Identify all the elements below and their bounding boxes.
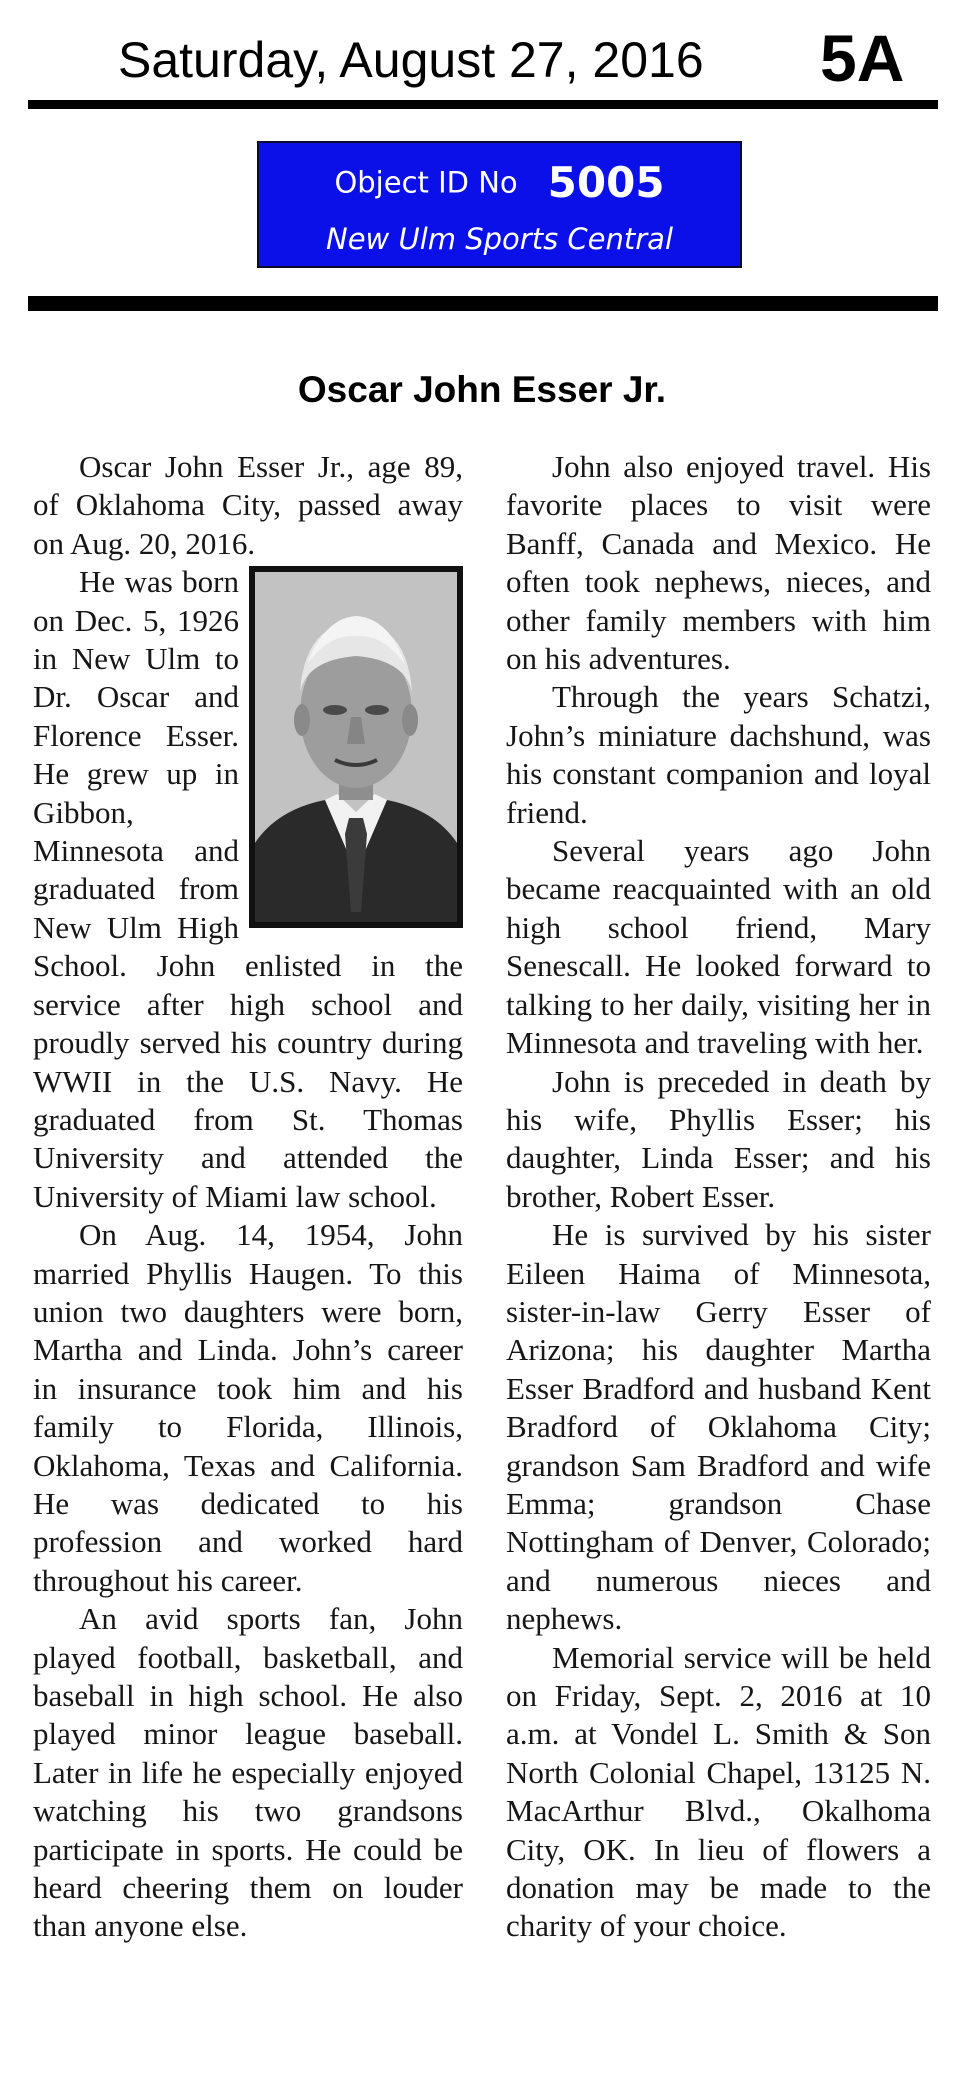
paragraph: Several years ago John became reacquainted with an old high school friend, Mary Senescall. He looked forward to talking to her daily, visiting her in Minnesota and traveling with her. (506, 833, 931, 1061)
object-id-label: Object ID No (334, 165, 518, 200)
paragraph: An avid sports fan, John played football, basketball, and baseball in high school. He also played minor league baseball. Later in life he especially enjoyed watching his two grandsons participate in sports. He could be heard cheering them on louder than anyone else. (33, 1601, 463, 1944)
article-column-right (506, 448, 931, 1946)
object-id-line (259, 159, 740, 206)
portrait-photo-icon (249, 566, 463, 928)
paragraph: Through the years Schatzi, John’s miniature dachshund, was his constant companion and loyal friend. (506, 679, 931, 830)
paragraph: On Aug. 14, 1954, John married Phyllis Haugen. To this union two daughters were born, Martha and Linda. John’s career in insurance took him and his family to Florida, Illinois, Oklahoma, Texas and California. He was dedicated to his profession and worked hard throughout his career. (33, 1217, 463, 1598)
paragraph: He was born on Dec. 5, 1926 in New Ulm to Dr. Oscar and Florence Esser. He grew up in Gibbon, Minnesota and graduated from New Ulm High School. John enlisted in the service after high school and proudly served his country during WWII in the U.S. Navy. He graduated from St. Thomas University and attended the University of Miami law school. (33, 564, 463, 1214)
article-column-left (33, 448, 463, 1946)
paragraph: He is survived by his sister Eileen Haima of Minnesota, sister-in-law Gerry Esser of Arizona; his daughter Martha Esser Bradford and husband Kent Bradford of Oklahoma City; grandson Sam Bradford and wife Emma; grandson Chase Nottingham of Denver, Colorado; and numerous nieces and nephews. (506, 1217, 931, 1637)
paragraph: John is preceded in death by his wife, Phyllis Esser; his daughter, Linda Esser; and his brother, Robert Esser. (506, 1063, 931, 1214)
object-source: New Ulm Sports Central (326, 222, 673, 256)
object-id-box (257, 141, 742, 268)
paragraph: John also enjoyed travel. His favorite places to visit were Banff, Canada and Mexico. He often took nephews, nieces, and other family members with him on his adventures. (506, 449, 931, 677)
paragraph: Oscar John Esser Jr., age 89, of Oklahoma City, passed away on Aug. 20, 2016. (33, 449, 463, 561)
section-rule (28, 296, 938, 311)
paragraph: Memorial service will be held on Friday, Sept. 2, 2016 at 10 a.m. at Vondel L. Smith & Son North Colonial Chapel, 13125 N. MacArthur Blvd., Okalhoma City, OK. In lieu of flowers a donation may be made to the charity of your choice. (506, 1639, 931, 1944)
header-rule (28, 100, 938, 109)
obituary-headline: Oscar John Esser Jr. (297, 369, 667, 410)
page-number: 5A (820, 21, 905, 95)
object-id-number: 5005 (547, 157, 665, 207)
page-date: Saturday, August 27, 2016 (118, 32, 704, 88)
